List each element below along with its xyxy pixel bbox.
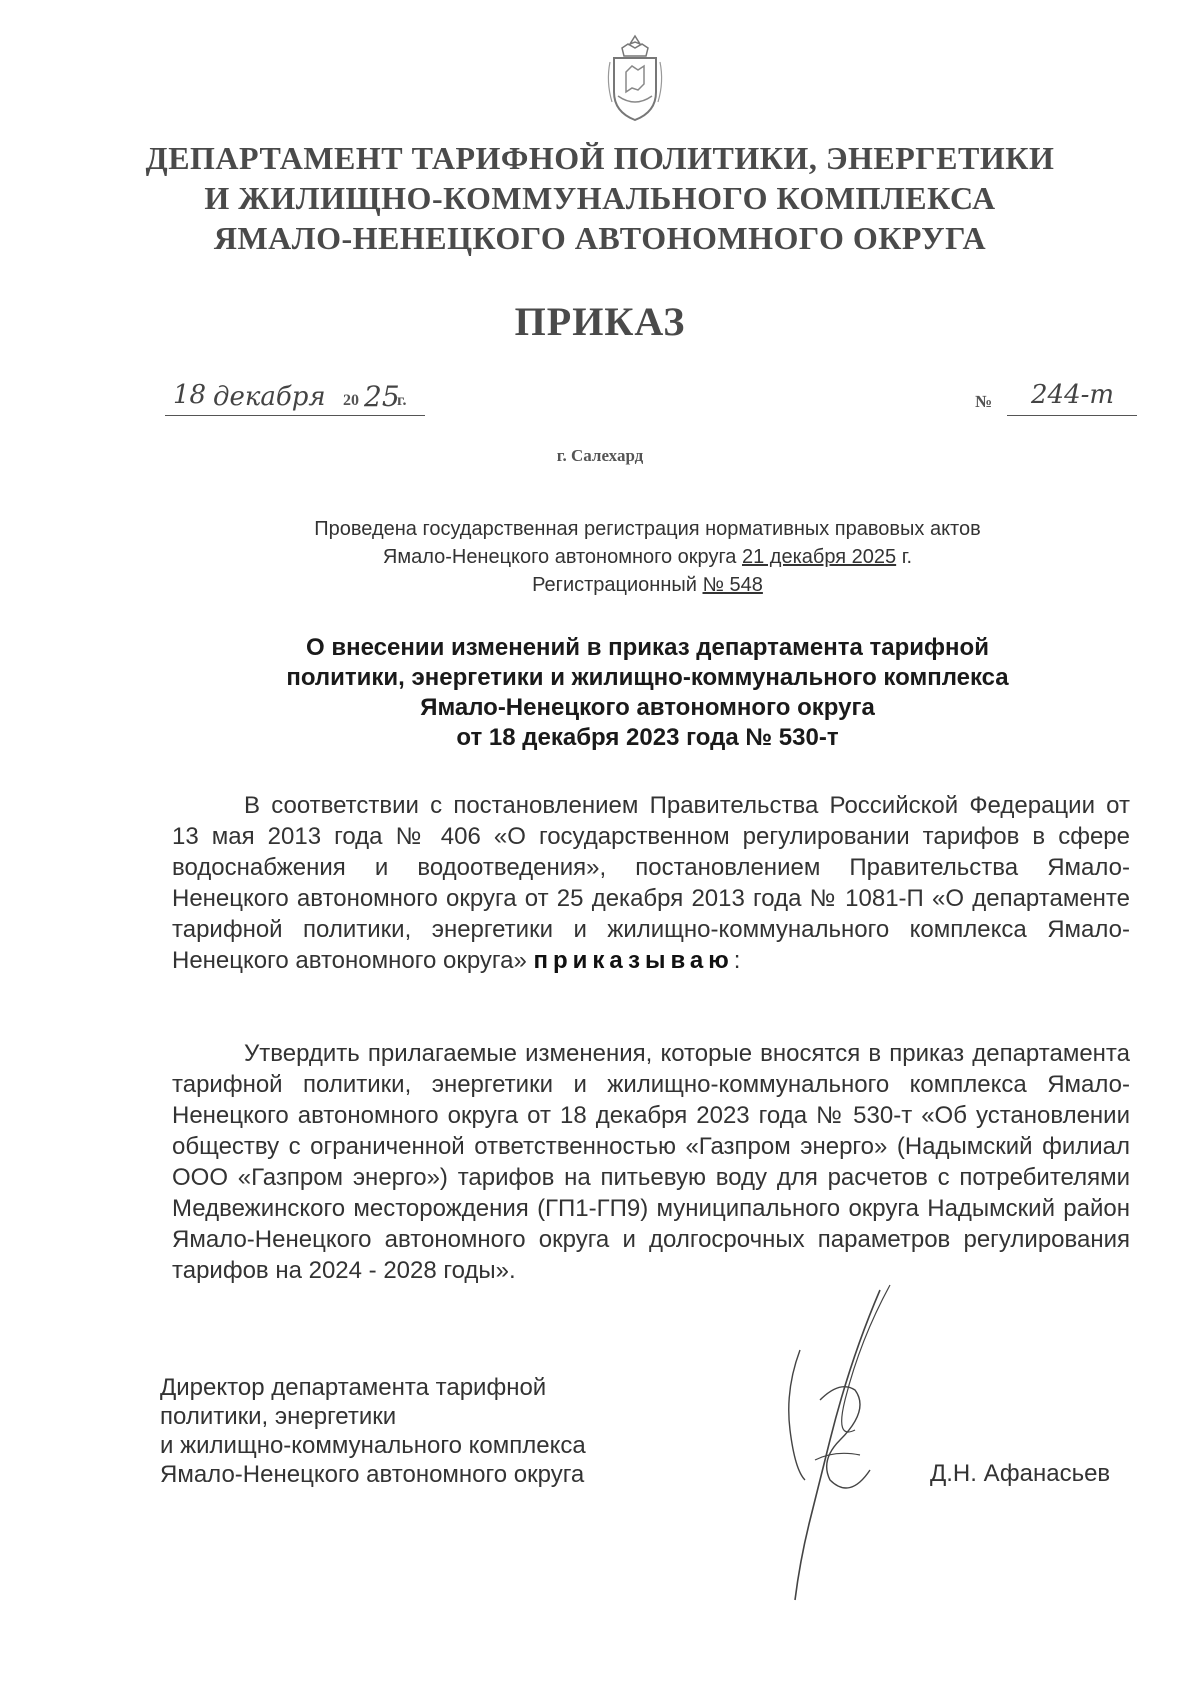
date-month: декабря xyxy=(213,382,326,412)
order-colon: : xyxy=(733,947,741,974)
date-day: 18 xyxy=(173,380,207,410)
department-name-line-3: ЯМАЛО-НЕНЕЦКОГО АВТОНОМНОГО ОКРУГА xyxy=(213,220,987,256)
order-number xyxy=(975,380,1140,418)
preamble-paragraph xyxy=(172,790,1130,976)
date-year-prefix: 20 xyxy=(343,392,359,409)
signatory-title-line-2: политики, энергетики xyxy=(160,1403,397,1430)
signatory-title-line-1: Директор департамента тарифной xyxy=(160,1374,547,1401)
registration-line-3-prefix: Регистрационный xyxy=(532,574,703,596)
signatory-title-line-4: Ямало-Ненецкого автономного округа xyxy=(160,1461,585,1488)
city-name: г. Салехард xyxy=(556,446,644,465)
registration-date: 21 декабря 2025 xyxy=(742,546,897,568)
order-word: приказываю xyxy=(533,947,734,974)
department-name-line-1: ДЕПАРТАМЕНТ ТАРИФНОЙ ПОЛИТИКИ, ЭНЕРГЕТИКИ xyxy=(145,140,1055,176)
number-value: 244-т xyxy=(1031,380,1115,410)
signatory-title-line-3: и жилищно-коммунального комплекса xyxy=(160,1432,586,1459)
document-type-title: ПРИКАЗ xyxy=(514,299,686,344)
number-label: № xyxy=(975,392,993,411)
date-year-unit: г. xyxy=(397,392,407,409)
subject-line-1: О внесении изменений в приказ департамента тарифной xyxy=(306,634,989,661)
order-date xyxy=(165,380,435,418)
department-name-line-2: И ЖИЛИЩНО-КОММУНАЛЬНОГО КОМПЛЕКСА xyxy=(204,180,996,216)
registration-line-2 xyxy=(170,546,1125,569)
resolution-text: Утвердить прилагаемые изменения, которые вносятся в приказ департамента тарифной политики, энергетики и жилищно-коммунального комплекса Ямало-Ненецкого автономного округа от 18 декабря 2023 года № 530-т «Об установлении обществу с ограниченной ответственностью «Газпром энерго» (Надымский филиал ООО «Газпром энерго») тарифов на питьевую воду для расчетов с потребителями Медвежинского месторождения (ГП1-ГП9) муниципального округа Надымский район Ямало-Ненецкого автономного округа и долгосрочных параметров регулирования тарифов на 2024 - 2028 годы». xyxy=(172,1040,1130,1284)
date-underline xyxy=(165,415,425,416)
registration-line-2-prefix: Ямало-Ненецкого автономного округа xyxy=(382,546,742,568)
subject-line-2: политики, энергетики и жилищно-коммунального комплекса xyxy=(286,664,1009,691)
signatory-title xyxy=(160,1373,586,1489)
subject-line-4: от 18 декабря 2023 года № 530-т xyxy=(456,724,839,751)
preamble-text: В соответствии с постановлением Правительства Российской Федерации от 13 мая 2013 года № 406 «О государственном регулировании тарифов в сфере водоснабжения и водоотведения», постановлением Правительства Ямало-Ненецкого автономного округа от 25 декабря 2013 года № 1081-П «О департаменте тарифной политики, энергетики и жилищно-коммунального комплекса Ямало-Ненецкого автономного округа» xyxy=(172,792,1130,974)
registration-line-3 xyxy=(170,574,1125,597)
subject-line-3: Ямало-Ненецкого автономного округа xyxy=(420,694,875,721)
date-year-suffix: 25 xyxy=(364,380,400,413)
registration-number: № 548 xyxy=(702,574,763,596)
registration-line-2-suffix: г. xyxy=(896,546,913,568)
coat-of-arms-icon xyxy=(602,32,668,124)
resolution-paragraph xyxy=(172,1038,1130,1286)
registration-line-1: Проведена государственная регистрация нормативных правовых актов xyxy=(314,518,981,540)
signatory-name: Д.Н. Афанасьев xyxy=(930,1460,1111,1487)
number-underline xyxy=(1007,415,1137,416)
handwritten-signature xyxy=(760,1280,930,1620)
